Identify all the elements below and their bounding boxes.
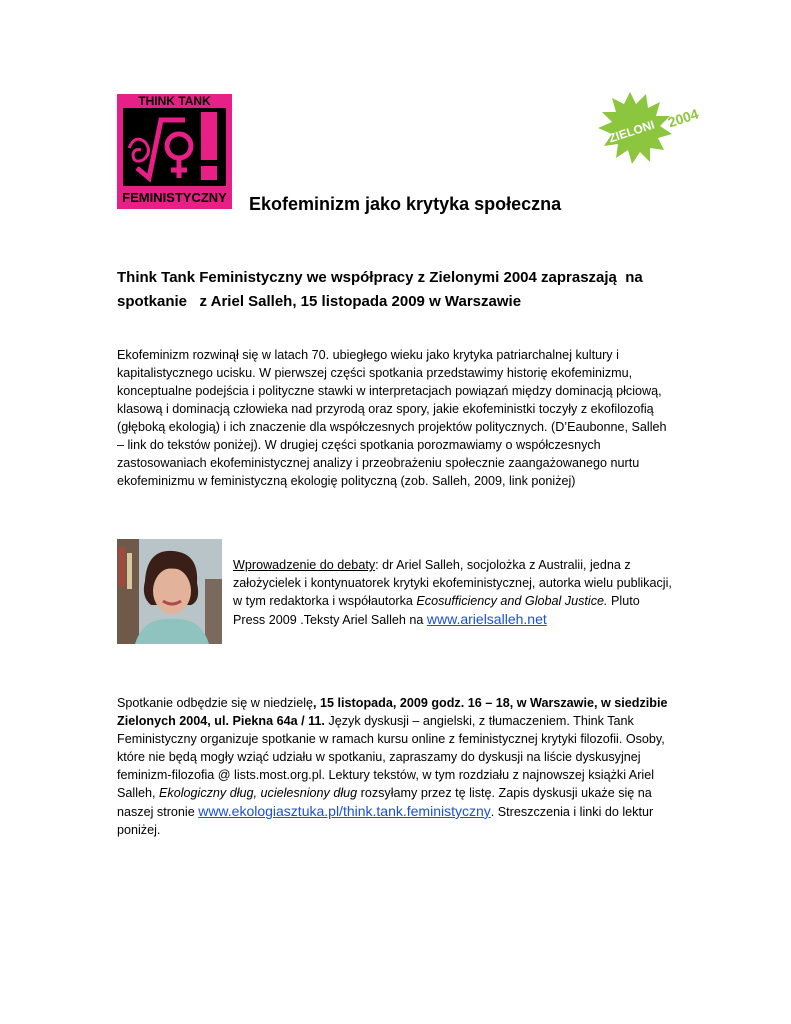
speaker-text-a: : dr Ariel Salleh, socjolożka z Australii, jedna z założycielek i kontynuatorek krytyki ekofeministycznej, autorka wielu publikacji, w tym redaktorka i współautorka: [233, 558, 672, 608]
event-date-place: , 15 listopada, 2009 godz. 16 – 18, w Warszawie, w siedzibie Zielonych 2004, ul. Piekna 64a / 11.: [117, 696, 668, 728]
speaker-text-b: Pluto Press 2009 .Teksty Ariel Salleh na: [233, 594, 640, 627]
think-tank-logo: [117, 94, 232, 209]
subtitle-line-1: Think Tank Feministyczny we współpracy z Zielonymi 2004 zapraszają na: [117, 269, 643, 286]
subtitle-line-2: spotkanie z Ariel Salleh, 15 listopada 2009 w Warszawie: [117, 293, 522, 310]
page-title: Ekofeminizm jako krytyka społeczna: [249, 194, 562, 214]
venus-symbol-icon: [123, 108, 226, 186]
zieloni-year: 2004: [665, 105, 701, 131]
event-text-4: . Streszczenia i linki do lektur poniżej.: [117, 805, 654, 837]
speaker-heading: Wprowadzenie do debaty: [233, 558, 376, 572]
event-text-2: Język dyskusji – angielski, z tłumaczeniem. Think Tank Feministyczny organizuje spotkanie w ramach kursu online z feministycznej krytyki filozofii. Osoby, które nie będą mogły wziąć udziału w spotkaniu, zapraszamy do dyskusji na liście dyskusyjnej feminizm-filozofia @ lists.most.org.pl. Lektury tekstów, w tym rozdziału z najnowszej książki Ariel Salleh,: [117, 714, 665, 800]
subtitle: [117, 266, 687, 314]
event-text-3: rozsyłamy przez tę listę. Zapis dyskusji ukaże się na naszej stronie: [117, 786, 652, 819]
logo-bottom-text: FEMINISTYCZNY: [122, 190, 227, 205]
zieloni-logo: [590, 86, 708, 176]
speaker-bio: [233, 556, 673, 629]
salleh-website-link[interactable]: www.arielsalleh.net: [426, 611, 547, 627]
speaker-book-title: Ecosufficiency and Global Justice.: [416, 594, 608, 608]
event-text-1: Spotkanie odbędzie się w niedzielę: [117, 696, 314, 710]
event-book-title: Ekologiczny dług, ucielesniony dług: [159, 786, 358, 800]
logo-top-text: THINK TANK: [138, 94, 211, 108]
speaker-photo: [117, 539, 222, 644]
ekologiasztuka-link[interactable]: www.ekologiasztuka.pl/think.tank.feministyczny: [198, 803, 491, 819]
zieloni-text: ZIELONI: [606, 117, 657, 146]
event-paragraph: [117, 694, 682, 839]
intro-paragraph: Ekofeminizm rozwinął się w latach 70. ubiegłego wieku jako krytyka patriarchalnej kultury i kapitalistycznego ucisku. W pierwszej części spotkania przedstawimy historię ekofeminizmu, konceptualne podejścia i polityczne stawki w interpretacjach powiązań między dominacją płciową, klasową i dominacją człowieka nad przyrodą oraz spory, jakie ekofeministki toczyły z ekofilozofią (głęboką ekologią) i ich znaczenie dla współczesnych projektów politycznych. (D’Eaubonne, Salleh – link do tekstów poniżej). W drugiej części spotkania porozmawiamy o współczesnych zastosowaniach ekofeministycznej analizy i przeobrażeniu społecznie zaangażowanego nurtu ekofeminizmu w feministyczną ekologię polityczną (zob. Salleh, 2009, link poniżej): [117, 348, 667, 488]
